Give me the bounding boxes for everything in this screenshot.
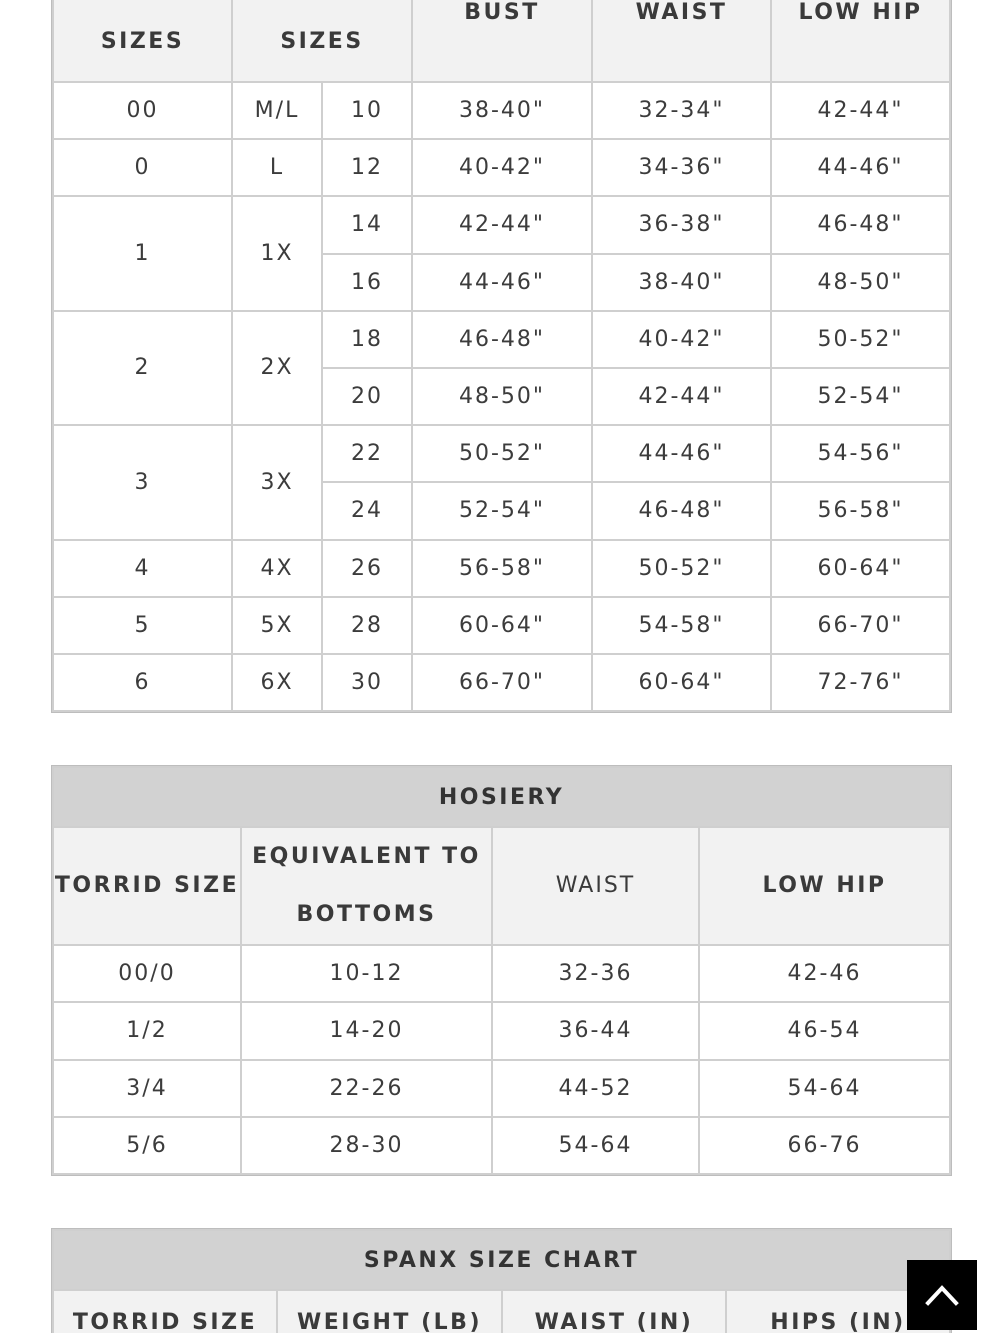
waist-header: WAIST	[492, 827, 699, 945]
low-hip-cell: 66-76	[699, 1117, 950, 1174]
waist-cell: 32-34"	[592, 82, 771, 139]
low-hip-cell: 56-58"	[771, 482, 950, 539]
torrid-size-cell: 00	[53, 82, 232, 139]
numeric-size-cell: 18	[322, 311, 412, 368]
weight-header: WEIGHT (LB)	[277, 1290, 502, 1333]
waist-header: WAIST	[592, 0, 771, 82]
waist-cell: 46-48"	[592, 482, 771, 539]
torrid-size-cell: 1/2	[53, 1002, 241, 1059]
hosiery-table	[52, 766, 951, 1175]
bust-header: BUST	[412, 0, 592, 82]
low-hip-cell: 50-52"	[771, 311, 950, 368]
low-hip-cell: 54-56"	[771, 425, 950, 482]
equivalent-cell: 14-20	[241, 1002, 492, 1059]
torrid-size-cell: 2	[53, 311, 232, 425]
main-header-row	[53, 0, 950, 82]
bust-cell: 60-64"	[412, 597, 592, 654]
torrid-size-cell: 3	[53, 425, 232, 539]
letter-size-cell: L	[232, 139, 322, 196]
waist-cell: 36-44	[492, 1002, 699, 1059]
table-row	[53, 196, 950, 253]
bust-cell: 40-42"	[412, 139, 592, 196]
waist-cell: 60-64"	[592, 654, 771, 711]
bust-cell: 50-52"	[412, 425, 592, 482]
numeric-size-cell: 30	[322, 654, 412, 711]
bust-cell: 48-50"	[412, 368, 592, 425]
low-hip-cell: 46-48"	[771, 196, 950, 253]
spanx-size-table	[52, 1229, 951, 1333]
waist-cell: 54-58"	[592, 597, 771, 654]
low-hip-header: LOW HIP	[699, 827, 950, 945]
numeric-size-cell: 20	[322, 368, 412, 425]
table-row	[53, 1060, 950, 1117]
torrid-size-cell: 1	[53, 196, 232, 310]
waist-cell: 44-46"	[592, 425, 771, 482]
torrid-size-cell: 00/0	[53, 945, 241, 1002]
waist-cell: 42-44"	[592, 368, 771, 425]
equivalent-cell: 28-30	[241, 1117, 492, 1174]
waist-cell: 32-36	[492, 945, 699, 1002]
table-row	[53, 945, 950, 1002]
torrid-size-cell: 5/6	[53, 1117, 241, 1174]
equivalent-to-bottoms-header: EQUIVALENT TO BOTTOMS	[241, 827, 492, 945]
low-hip-cell: 46-54	[699, 1002, 950, 1059]
letter-size-cell: 1X	[232, 196, 322, 310]
numeric-size-cell: 12	[322, 139, 412, 196]
bust-cell: 66-70"	[412, 654, 592, 711]
hips-header: HIPS (IN)	[726, 1290, 950, 1333]
low-hip-cell: 54-64	[699, 1060, 950, 1117]
low-hip-cell: 72-76"	[771, 654, 950, 711]
bust-cell: 46-48"	[412, 311, 592, 368]
torrid-size-header: TORRID SIZE	[53, 827, 241, 945]
spanx-header-row	[53, 1290, 950, 1333]
letter-size-cell: 5X	[232, 597, 322, 654]
torrid-size-cell: 4	[53, 540, 232, 597]
waist-cell: 38-40"	[592, 254, 771, 311]
low-hip-cell: 60-64"	[771, 540, 950, 597]
low-hip-cell: 44-46"	[771, 139, 950, 196]
table-row	[53, 139, 950, 196]
letter-size-cell: 3X	[232, 425, 322, 539]
letter-size-cell: 6X	[232, 654, 322, 711]
table-row	[53, 1002, 950, 1059]
waist-cell: 50-52"	[592, 540, 771, 597]
numeric-size-cell: 16	[322, 254, 412, 311]
waist-cell: 40-42"	[592, 311, 771, 368]
hosiery-title: HOSIERY	[53, 767, 950, 827]
torrid-size-cell: 5	[53, 597, 232, 654]
waist-cell: 36-38"	[592, 196, 771, 253]
chevron-up-icon	[922, 1275, 962, 1315]
main-size-table	[52, 0, 951, 712]
low-hip-cell: 66-70"	[771, 597, 950, 654]
waist-cell: 34-36"	[592, 139, 771, 196]
equivalent-cell: 10-12	[241, 945, 492, 1002]
spanx-title: SPANX SIZE CHART	[53, 1230, 950, 1290]
numeric-size-cell: 24	[322, 482, 412, 539]
letter-size-cell: 2X	[232, 311, 322, 425]
table-row	[53, 1117, 950, 1174]
low-hip-cell: 42-44"	[771, 82, 950, 139]
table-row	[53, 540, 950, 597]
numeric-size-cell: 14	[322, 196, 412, 253]
scroll-to-top-button[interactable]	[907, 1260, 977, 1330]
low-hip-cell: 42-46	[699, 945, 950, 1002]
low-hip-header: LOW HIP	[771, 0, 950, 82]
bust-cell: 44-46"	[412, 254, 592, 311]
table-row	[53, 597, 950, 654]
hosiery-header-row	[53, 827, 950, 945]
waist-cell: 44-52	[492, 1060, 699, 1117]
letter-size-cell: 4X	[232, 540, 322, 597]
numeric-size-cell: 28	[322, 597, 412, 654]
torrid-sizes-header: SIZES	[53, 0, 232, 82]
equivalent-sizes-header: SIZES	[232, 0, 412, 82]
torrid-size-cell: 3/4	[53, 1060, 241, 1117]
torrid-size-cell: 0	[53, 139, 232, 196]
bust-cell: 38-40"	[412, 82, 592, 139]
low-hip-cell: 52-54"	[771, 368, 950, 425]
torrid-size-header: TORRID SIZE	[53, 1290, 277, 1333]
waist-cell: 54-64	[492, 1117, 699, 1174]
table-row	[53, 82, 950, 139]
numeric-size-cell: 10	[322, 82, 412, 139]
torrid-size-cell: 6	[53, 654, 232, 711]
table-row	[53, 311, 950, 368]
low-hip-cell: 48-50"	[771, 254, 950, 311]
table-row	[53, 654, 950, 711]
bust-cell: 56-58"	[412, 540, 592, 597]
numeric-size-cell: 26	[322, 540, 412, 597]
table-row	[53, 425, 950, 482]
letter-size-cell: M/L	[232, 82, 322, 139]
bust-cell: 42-44"	[412, 196, 592, 253]
equivalent-cell: 22-26	[241, 1060, 492, 1117]
bust-cell: 52-54"	[412, 482, 592, 539]
waist-header: WAIST (IN)	[502, 1290, 726, 1333]
numeric-size-cell: 22	[322, 425, 412, 482]
